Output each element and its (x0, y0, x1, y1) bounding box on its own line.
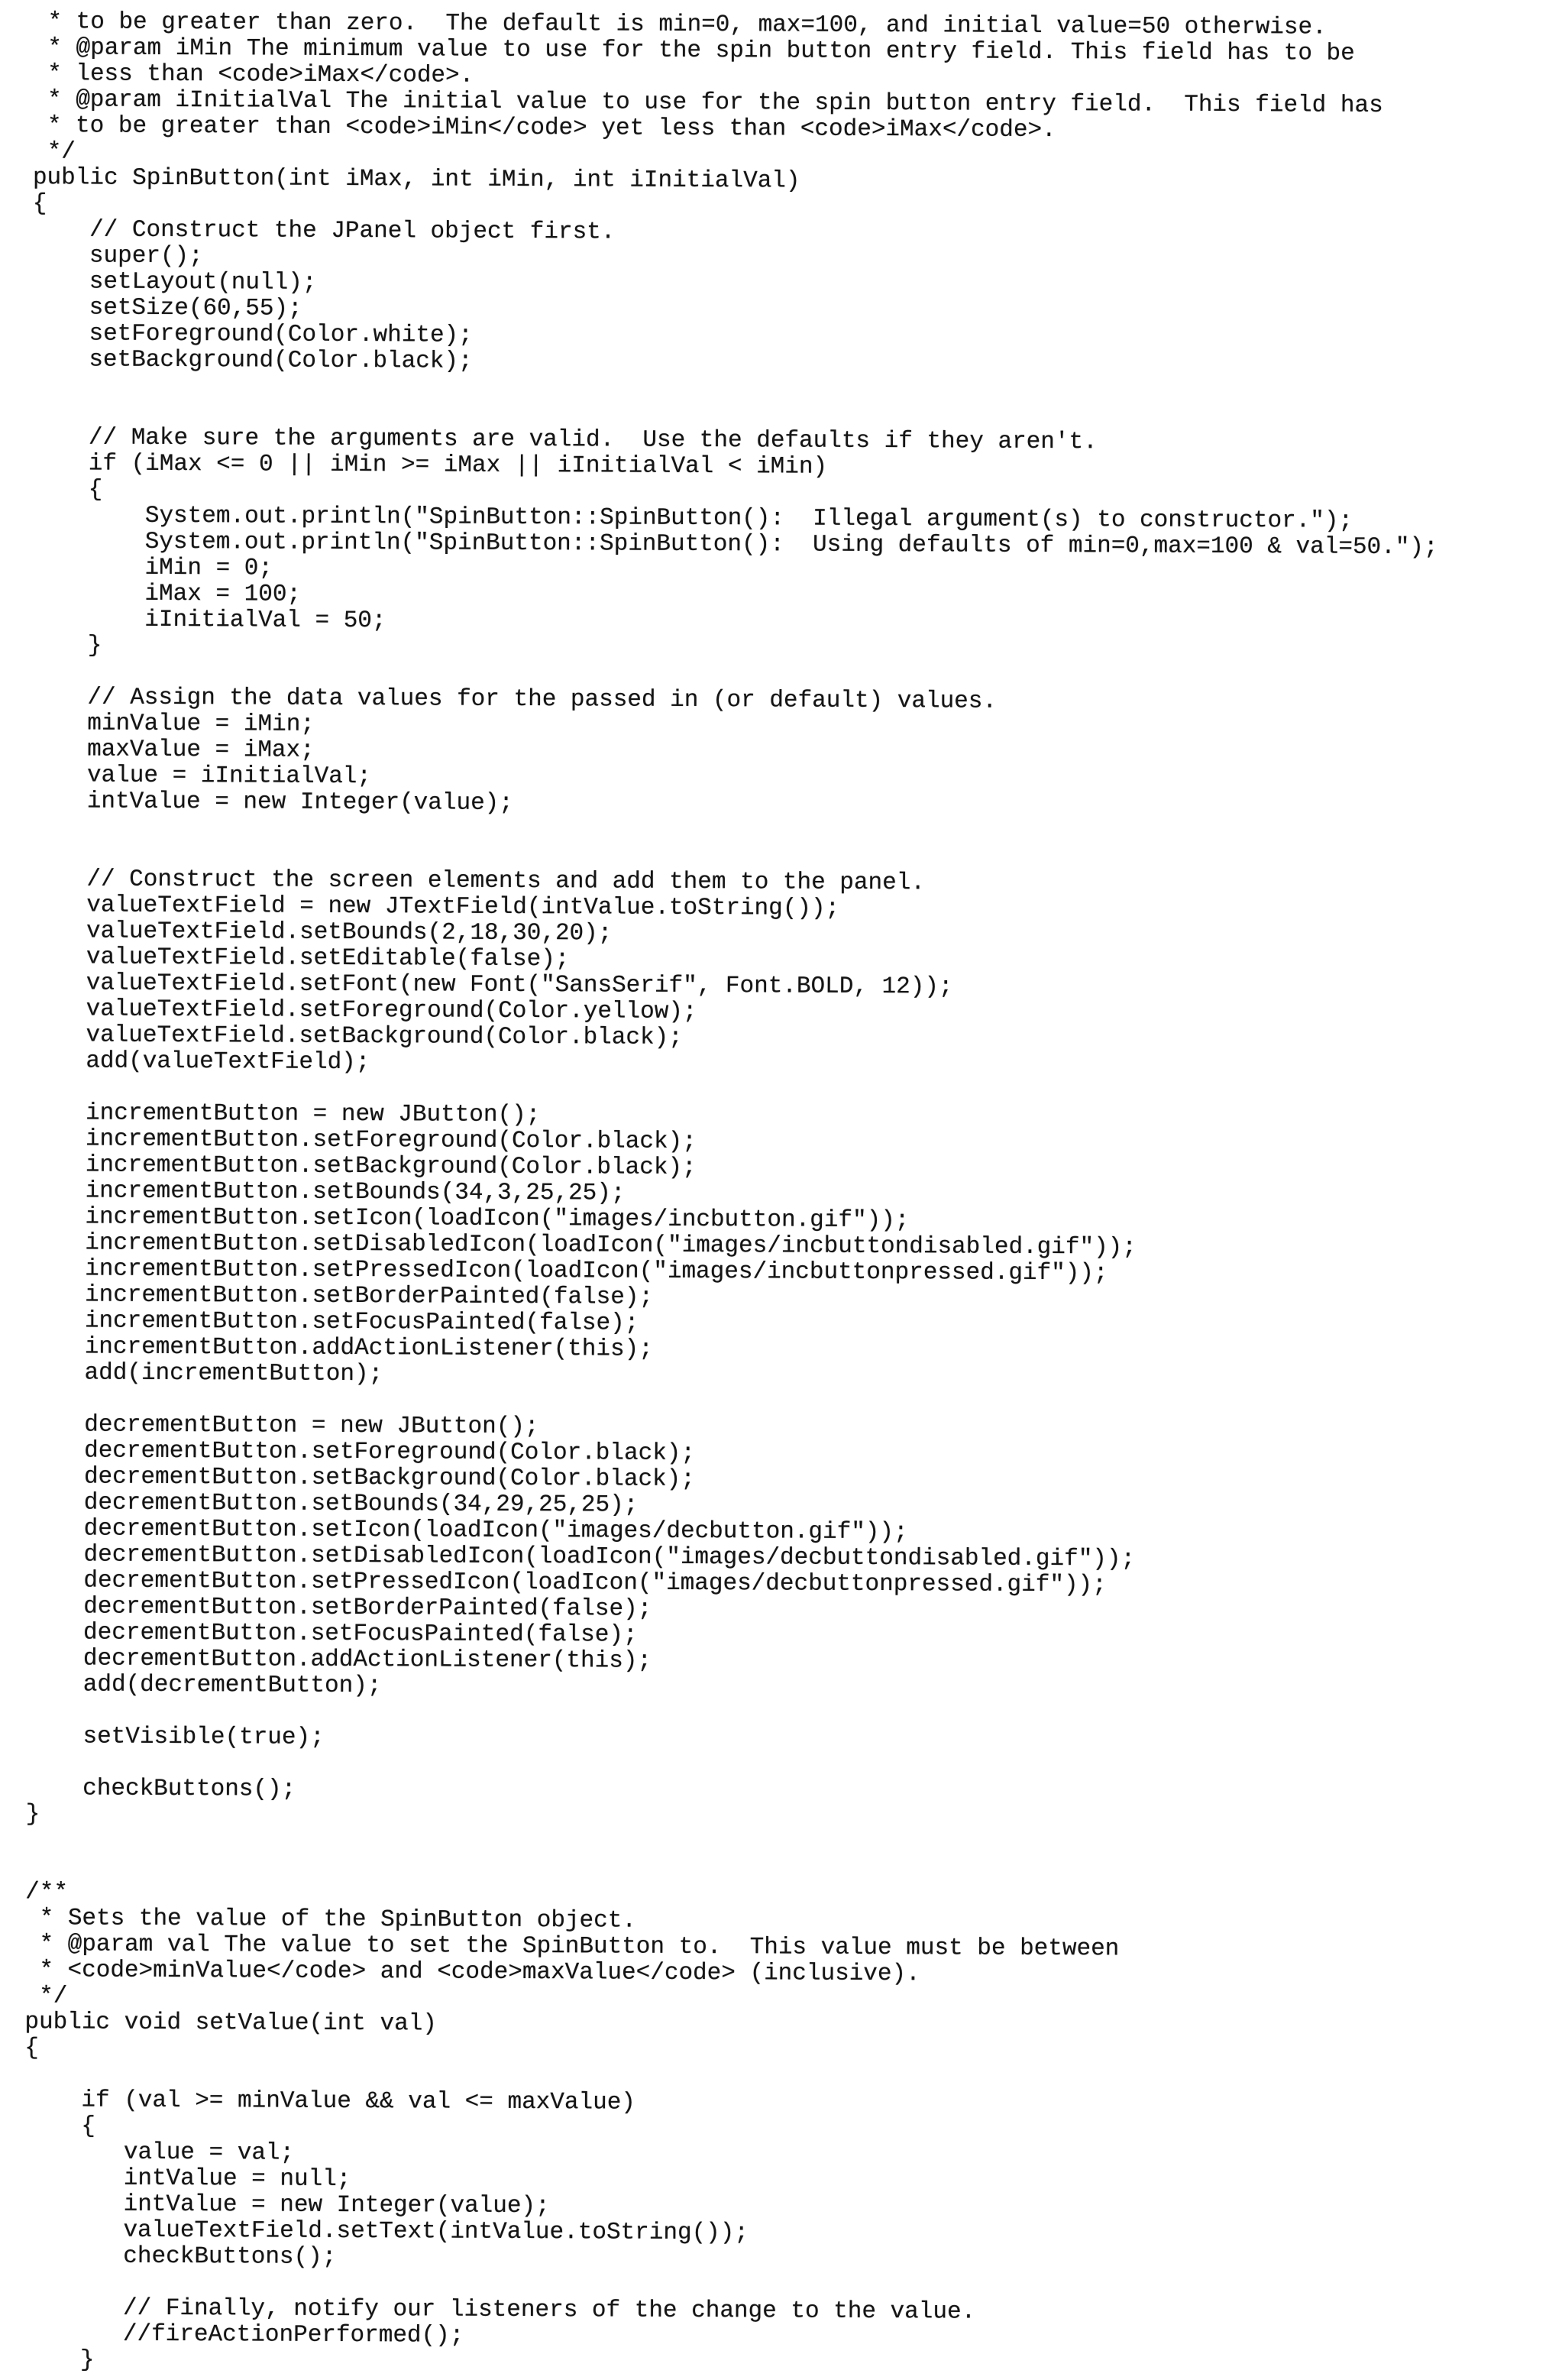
code-listing: * to be greater than zero. The default is min=0, max=100, and initial value=50 otherwise. * @param iMin The minimum value to use for the spin button entry field. This field has to be * less than <code>iMax</code>. * @param iInitialVal The initial value to use for the spin button entry field. This field has * to be greater than <code>iMin</code> yet less than <code>iMax</code>. */ public SpinButton(int iMax, int iMin, int iInitialVal) { // Construct the JPanel object first. super(); setLayout(null); setSize(60,55); setForeground(Color.white); setBackground(Color.black); // Make sure the arguments are valid. Use the defaults if they aren't. if (iMax <= 0 || iMin >= iMax || iInitialVal < iMin) { System.out.println("SpinButton::SpinButton(): Illegal argument(s) to constructor."); System.out.println("SpinButton::SpinButton(): Using defaults of min=0,max=100 & val=50."); iMin = 0; iMax = 100; iInitialVal = 50; } // Assign the data values for the passed in (or default) values. minValue = iMin; maxValue = iMax; value = iInitialVal; intValue = new Integer(value); // Construct the screen elements and add them to the panel. valueTextField = new JTextField(intValue.toString()); valueTextField.setBounds(2,18,30,20); valueTextField.setEditable(false); valueTextField.setFont(new Font("SansSerif", Font.BOLD, 12)); valueTextField.setForeground(Color.yellow); valueTextField.setBackground(Color.black); add(valueTextField); incrementButton = new JButton(); incrementButton.setForeground(Color.black); incrementButton.setBackground(Color.black); incrementButton.setBounds(34,3,25,25); incrementButton.setIcon(loadIcon("images/incbutton.gif")); incrementButton.setDisabledIcon(loadIcon("images/incbuttondisabled.gif")); incrementButton.setPressedIcon(loadIcon("images/incbuttonpressed.gif")); incrementButton.setBorderPainted(false); incrementButton.setFocusPainted(false); incrementButton.addActionListener(this); add(incrementButton); decrementButton = new JButton(); decrementButton.setForeground(Color.black); decrementButton.setBackground(Color.black); decrementButton.setBounds(34,29,25,25); decrementButton.setIcon(loadIcon("images/decbutton.gif")); decrementButton.setDisabledIcon(loadIcon("images/decbuttondisabled.gif")); decrementButton.setPressedIcon(loadIcon("images/decbuttonpressed.gif")); decrementButton.setBorderPainted(false); decrementButton.setFocusPainted(false); decrementButton.addActionListener(this); add(decrementButton); setVisible(true); checkButtons(); } /** * Sets the value of the SpinButton object. * @param val The value to set the SpinButton to. This value must be between * <code>minValue</code> and <code>maxValue</code> (inclusive). */ public void setValue(int val) { if (val >= minValue && val <= maxValue) { value = val; intValue = null; intValue = new Integer(value); valueTextField.setText(intValue.toString()); checkButtons(); // Finally, notify our listeners of the change to the value. //fireActionPerformed(); } (23, 8, 1438, 2374)
